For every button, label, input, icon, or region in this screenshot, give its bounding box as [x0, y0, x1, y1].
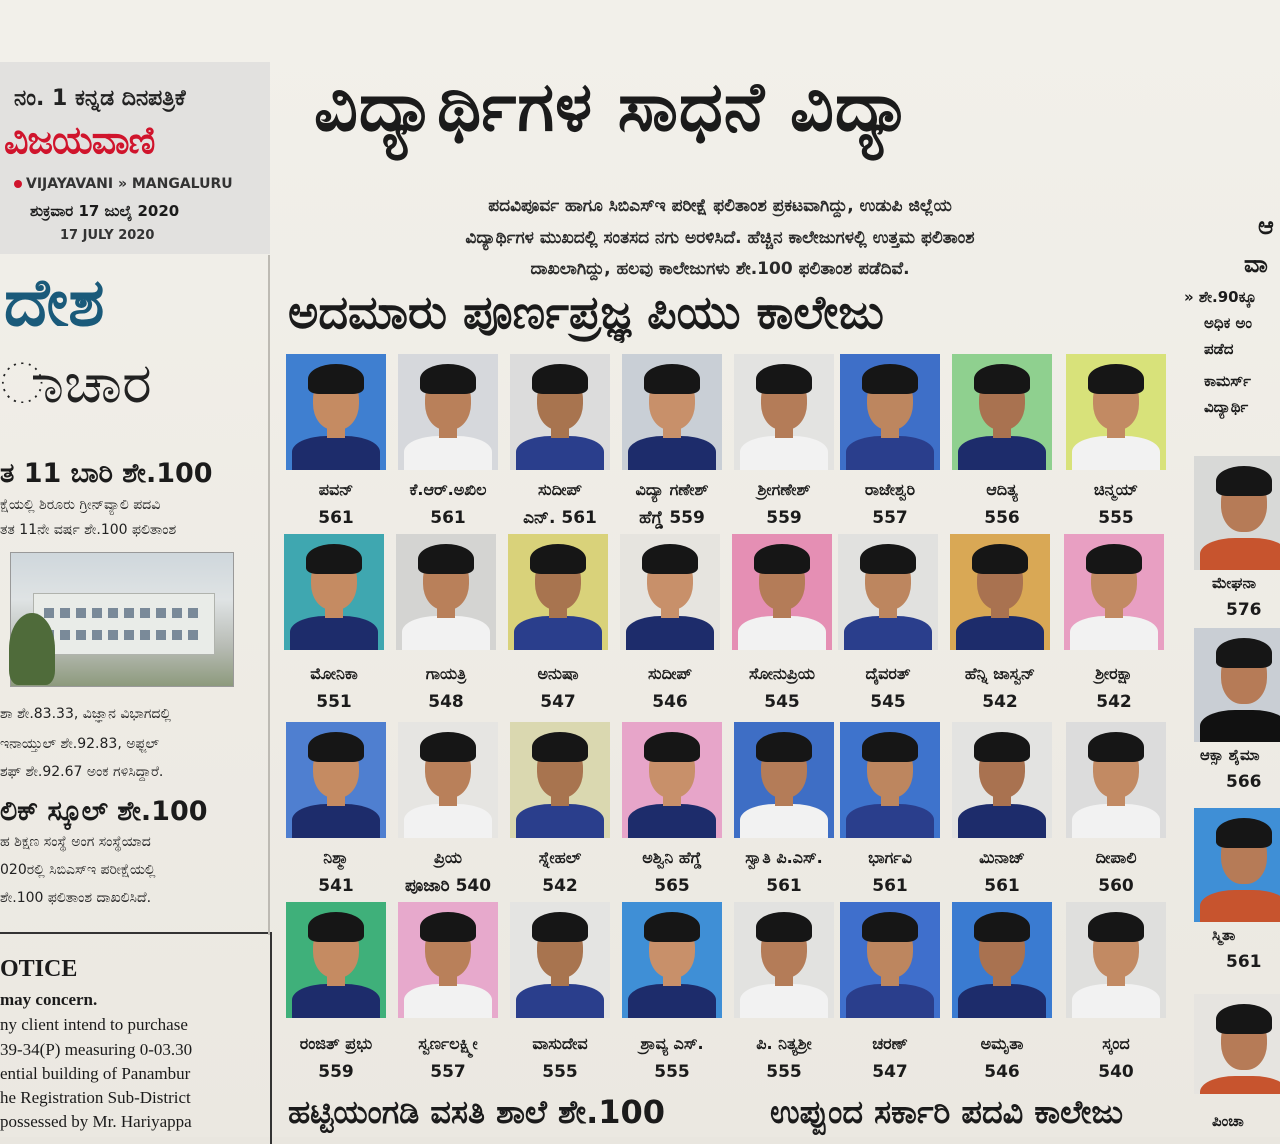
student-name: ಮಿನಾಜ್ — [979, 848, 1025, 867]
student-photo — [622, 722, 722, 838]
student-marks: 542 — [542, 876, 578, 896]
student-name: ವಿದ್ಯಾ ಗಣೇಶ್ — [635, 480, 709, 499]
student-photo — [1194, 808, 1280, 922]
student-marks: 541 — [318, 876, 354, 896]
student-photo — [1194, 456, 1280, 570]
student-marks: 546 — [652, 692, 688, 712]
student-photo — [952, 902, 1052, 1018]
student-name: ಸ್ಮಿತಾ — [1212, 926, 1236, 944]
edition-label — [14, 176, 233, 192]
student-photo — [840, 722, 940, 838]
student-photo — [840, 354, 940, 470]
student-name-line-2: ಎನ್. 561 — [523, 508, 597, 528]
student-photo — [510, 902, 610, 1018]
student-name: ಪವನ್ — [318, 480, 354, 499]
student-photo — [284, 534, 384, 650]
masthead — [0, 62, 270, 254]
student-marks: 559 — [318, 1062, 354, 1082]
student-marks: 548 — [428, 692, 464, 712]
student-photo — [734, 354, 834, 470]
left-text-line: ಶೇ.100 ಫಲಿತಾಂಶ ದಾಖಲಿಸಿದೆ. — [0, 890, 152, 906]
building-shape — [33, 593, 215, 655]
student-name: ಹೆನ್ನಿ ಜಾಸ್ವನ್ — [964, 664, 1036, 683]
intro-line: ವಿದ್ಯಾರ್ಥಿಗಳ ಮುಖದಲ್ಲಿ ಸಂತಸದ ನಗು ಅರಳಿಸಿದೆ. ಹೆಚ್ಚಿನ ಕಾಲೇಜುಗಳಲ್ಲಿ ಉತ್ತಮ ಫಲಿತಾಂಶ — [465, 228, 975, 248]
left-text-line: ಕ್ಷೆಯಲ್ಲಿ ಶಿರೂರು ಗ್ರೀನ್‌ವ್ಯಾಲಿ ಪದವಿ — [0, 497, 161, 513]
student-marks: 540 — [1098, 1062, 1134, 1082]
student-name: ಸ್ವರ್ಣಲಕ್ಷ್ಮೀ — [418, 1034, 478, 1053]
student-photo — [510, 354, 610, 470]
school-building-photo — [10, 552, 234, 687]
student-marks: 561 — [872, 876, 908, 896]
section-title-top: ದೇಶ — [4, 264, 105, 341]
notice-line: may concern. — [0, 990, 98, 1009]
student-marks: 561 — [318, 508, 354, 528]
student-name: ಚಿನ್ಮಯ್ — [1093, 480, 1139, 499]
student-name: ಸ್ವಾತಿ ಪಿ.ಎಸ್. — [745, 848, 823, 867]
student-photo — [622, 902, 722, 1018]
student-name: ಸೋನುಪ್ರಿಯ — [748, 664, 816, 683]
student-marks: 576 — [1226, 600, 1262, 620]
bottom-headline-1: ಹಟ್ಟಿಯಂಗಡಿ ವಸತಿ ಶಾಲೆ ಶೇ.100 — [288, 1093, 666, 1131]
left-text-line: ಹ ಶಿಕ್ಷಣ ಸಂಸ್ಥೆ ಅಂಗ ಸಂಸ್ಥೆಯಾದ — [0, 834, 151, 850]
student-photo — [952, 722, 1052, 838]
section-title-bottom: ಾಚಾರ — [0, 351, 152, 416]
student-name-line-2: ಹೆಗ್ಡೆ 559 — [639, 508, 705, 528]
newspaper-logo: ವಿಜಯವಾಣಿ — [4, 118, 155, 162]
student-name: ಶ್ರಾವ್ಯ ಎಸ್. — [640, 1034, 704, 1053]
student-name: ಸ್ಕಂದ — [1102, 1034, 1130, 1053]
date-kannada: ಶುಕ್ರವಾರ 17 ಜುಲೈ 2020 — [30, 202, 180, 220]
student-photo — [1066, 354, 1166, 470]
student-name: ಪ್ರಿಯ — [433, 848, 463, 867]
left-headline-2: ಲಿಕ್ ಸ್ಕೂಲ್ ಶೇ.100 — [0, 796, 208, 827]
bottom-headline-2: ಉಪ್ಪುಂದ ಸರ್ಕಾರಿ ಪದವಿ ಕಾಲೇಜು — [770, 1093, 1124, 1131]
student-name: ಚರಣ್ — [872, 1034, 908, 1053]
student-marks: 561 — [1226, 952, 1262, 972]
right-text-line: ವಿದ್ಯಾರ್ಥಿ — [1204, 398, 1249, 416]
student-name: ಸ್ನೇಹಲ್ — [538, 848, 582, 867]
left-text-line: ತತ 11ನೇ ವರ್ಷ ಶೇ.100 ಫಲಿತಾಂಶ — [0, 522, 177, 538]
student-name: ಮೇಘನಾ — [1212, 574, 1257, 592]
student-marks: 547 — [540, 692, 576, 712]
student-marks: 566 — [1226, 772, 1262, 792]
notice-line: he Registration Sub-District — [0, 1088, 191, 1107]
right-text-line: ಪಡೆದ — [1204, 340, 1234, 358]
notice-line: possessed by Mr. Hariyappa — [0, 1112, 192, 1131]
date-english: 17 JULY 2020 — [60, 228, 155, 243]
student-photo — [1066, 902, 1166, 1018]
student-marks: 555 — [542, 1062, 578, 1082]
right-text-line: ಕಾಮರ್ಸ್ — [1204, 372, 1251, 390]
student-marks: 555 — [654, 1062, 690, 1082]
student-photo — [398, 902, 498, 1018]
student-photo — [734, 902, 834, 1018]
notice-title: OTICE — [0, 956, 78, 982]
tree-shape — [9, 613, 55, 685]
student-name: ರಂಜಿತ್ ಪ್ರಭು — [299, 1034, 373, 1053]
student-name: ದೀಪಾಲಿ — [1095, 848, 1137, 867]
student-name: ದೈವರತ್ — [865, 664, 911, 683]
student-marks: 565 — [654, 876, 690, 896]
student-marks: 555 — [1098, 508, 1134, 528]
student-name: ಸುದೀಪ್ — [648, 664, 692, 683]
left-text-line: ಶಫ್ ಶೇ.92.67 ಅಂಕ ಗಳಿಸಿದ್ದಾರೆ. — [0, 764, 164, 780]
student-name: ರಾಜೇಶ್ವರಿ — [864, 480, 916, 499]
dot-icon — [14, 180, 22, 188]
article-headline: ವಿದ್ಯಾರ್ಥಿಗಳ ಸಾಧನೆ ವಿದ್ಯಾ — [314, 68, 914, 147]
student-name: ಅಶ್ವಿನಿ ಹೆಗ್ಡೆ — [642, 848, 702, 867]
notice-line: ny client intend to purchase — [0, 1015, 188, 1034]
right-text-line: ವಾ — [1244, 250, 1268, 278]
student-marks: 561 — [984, 876, 1020, 896]
student-name: ಶ್ರೀಗಣೇಶ್ — [757, 480, 811, 499]
college-title: ಅದಮಾರು ಪೂರ್ಣಪ್ರಜ್ಞ ಪಿಯು ಕಾಲೇಜು — [288, 285, 884, 339]
student-name: ಪಿ. ನಿತ್ಯಶ್ರೀ — [756, 1034, 812, 1053]
right-text-line: » ಶೇ.90ಕ್ಕೂ — [1184, 288, 1257, 306]
student-name: ಸುದೀಪ್ — [538, 480, 582, 499]
student-name: ಪಿಂಚಾ — [1212, 1112, 1244, 1130]
student-photo — [286, 722, 386, 838]
edition-text: VIJAYAVANI » MANGALURU — [26, 176, 233, 192]
student-marks: 545 — [764, 692, 800, 712]
notice-line: 39-34(P) measuring 0-03.30 — [0, 1040, 193, 1059]
column-divider — [268, 255, 270, 935]
student-photo — [840, 902, 940, 1018]
student-photo — [734, 722, 834, 838]
student-photo — [398, 722, 498, 838]
student-name: ಅನುಷಾ — [537, 664, 579, 683]
student-photo — [1194, 994, 1280, 1094]
intro-line: ದಾಖಲಾಗಿದ್ದು, ಹಲವು ಕಾಲೇಜುಗಳು ಶೇ.100 ಫಲಿತಾಂಶ ಪಡೆದಿವೆ. — [530, 259, 910, 279]
student-name: ನಿಶ್ಮಾ — [323, 848, 349, 867]
student-photo — [510, 722, 610, 838]
intro-line: ಪದವಿಪೂರ್ವ ಹಾಗೂ ಸಿಬಿಎಸ್‌ಇ ಪರೀಕ್ಷೆ ಫಲಿತಾಂಶ ಪ್ರಕಟವಾಗಿದ್ದು, ಉಡುಪಿ ಜಿಲ್ಲೆಯ — [488, 196, 952, 216]
student-photo — [286, 902, 386, 1018]
student-marks: 555 — [766, 1062, 802, 1082]
student-marks: 557 — [430, 1062, 466, 1082]
student-marks: 542 — [982, 692, 1018, 712]
student-photo — [396, 534, 496, 650]
student-photo — [622, 354, 722, 470]
student-marks: 542 — [1096, 692, 1132, 712]
student-marks: 545 — [870, 692, 906, 712]
student-photo — [1194, 628, 1280, 742]
student-marks: 547 — [872, 1062, 908, 1082]
student-name: ಗಾಯತ್ರಿ — [425, 664, 467, 683]
student-photo — [508, 534, 608, 650]
student-marks: 556 — [984, 508, 1020, 528]
student-photo — [620, 534, 720, 650]
left-text-line: ಶಾ ಶೇ.83.33, ವಿಜ್ಞಾನ ವಿಭಾಗದಲ್ಲಿ — [0, 706, 172, 722]
student-name: ಆದಿತ್ಯ — [986, 480, 1018, 499]
student-marks: 561 — [430, 508, 466, 528]
masthead-tagline: ನಂ. 1 ಕನ್ನಡ ದಿನಪತ್ರಿಕೆ — [14, 86, 186, 111]
right-text-line: ಆ — [1258, 212, 1274, 240]
student-marks: 546 — [984, 1062, 1020, 1082]
student-name: ಅಮೃತಾ — [980, 1034, 1024, 1053]
student-name: ಶ್ರೀರಕ್ಷಾ — [1095, 664, 1133, 683]
student-photo — [838, 534, 938, 650]
student-marks: 561 — [766, 876, 802, 896]
student-photo — [398, 354, 498, 470]
left-headline-1: ತ 11 ಬಾರಿ ಶೇ.100 — [0, 458, 213, 489]
student-name: ಕೆ.ಆರ್.ಅಖಿಲ — [409, 480, 487, 499]
student-marks: 559 — [766, 508, 802, 528]
student-photo — [732, 534, 832, 650]
student-name-line-2: ಪೂಜಾರಿ 540 — [404, 876, 492, 896]
student-photo — [1066, 722, 1166, 838]
student-marks: 557 — [872, 508, 908, 528]
student-photo — [950, 534, 1050, 650]
student-name: ಭಾರ್ಗವಿ — [868, 848, 912, 867]
student-marks: 560 — [1098, 876, 1134, 896]
student-photo — [952, 354, 1052, 470]
student-marks: 551 — [316, 692, 352, 712]
left-text-line: ಇನಾಯ್ತುಲ್ ಶೇ.92.83, ಅಫ್ಜಲ್ — [0, 736, 159, 752]
notice-line: ential building of Panambur — [0, 1064, 191, 1083]
right-text-line: ಅಧಿಕ ಅಂ — [1204, 314, 1253, 332]
student-photo — [286, 354, 386, 470]
left-text-line: 020ರಲ್ಲಿ ಸಿಬಿಎಸ್‌ಇ ಪರೀಕ್ಷೆಯಲ್ಲಿ — [0, 862, 156, 878]
student-name: ಮೋನಿಕಾ — [310, 664, 358, 683]
student-name: ಆಕ್ಸಾ ಶೈಮಾ — [1200, 746, 1260, 764]
student-name: ವಾಸುದೇವ — [532, 1034, 588, 1053]
student-photo — [1064, 534, 1164, 650]
